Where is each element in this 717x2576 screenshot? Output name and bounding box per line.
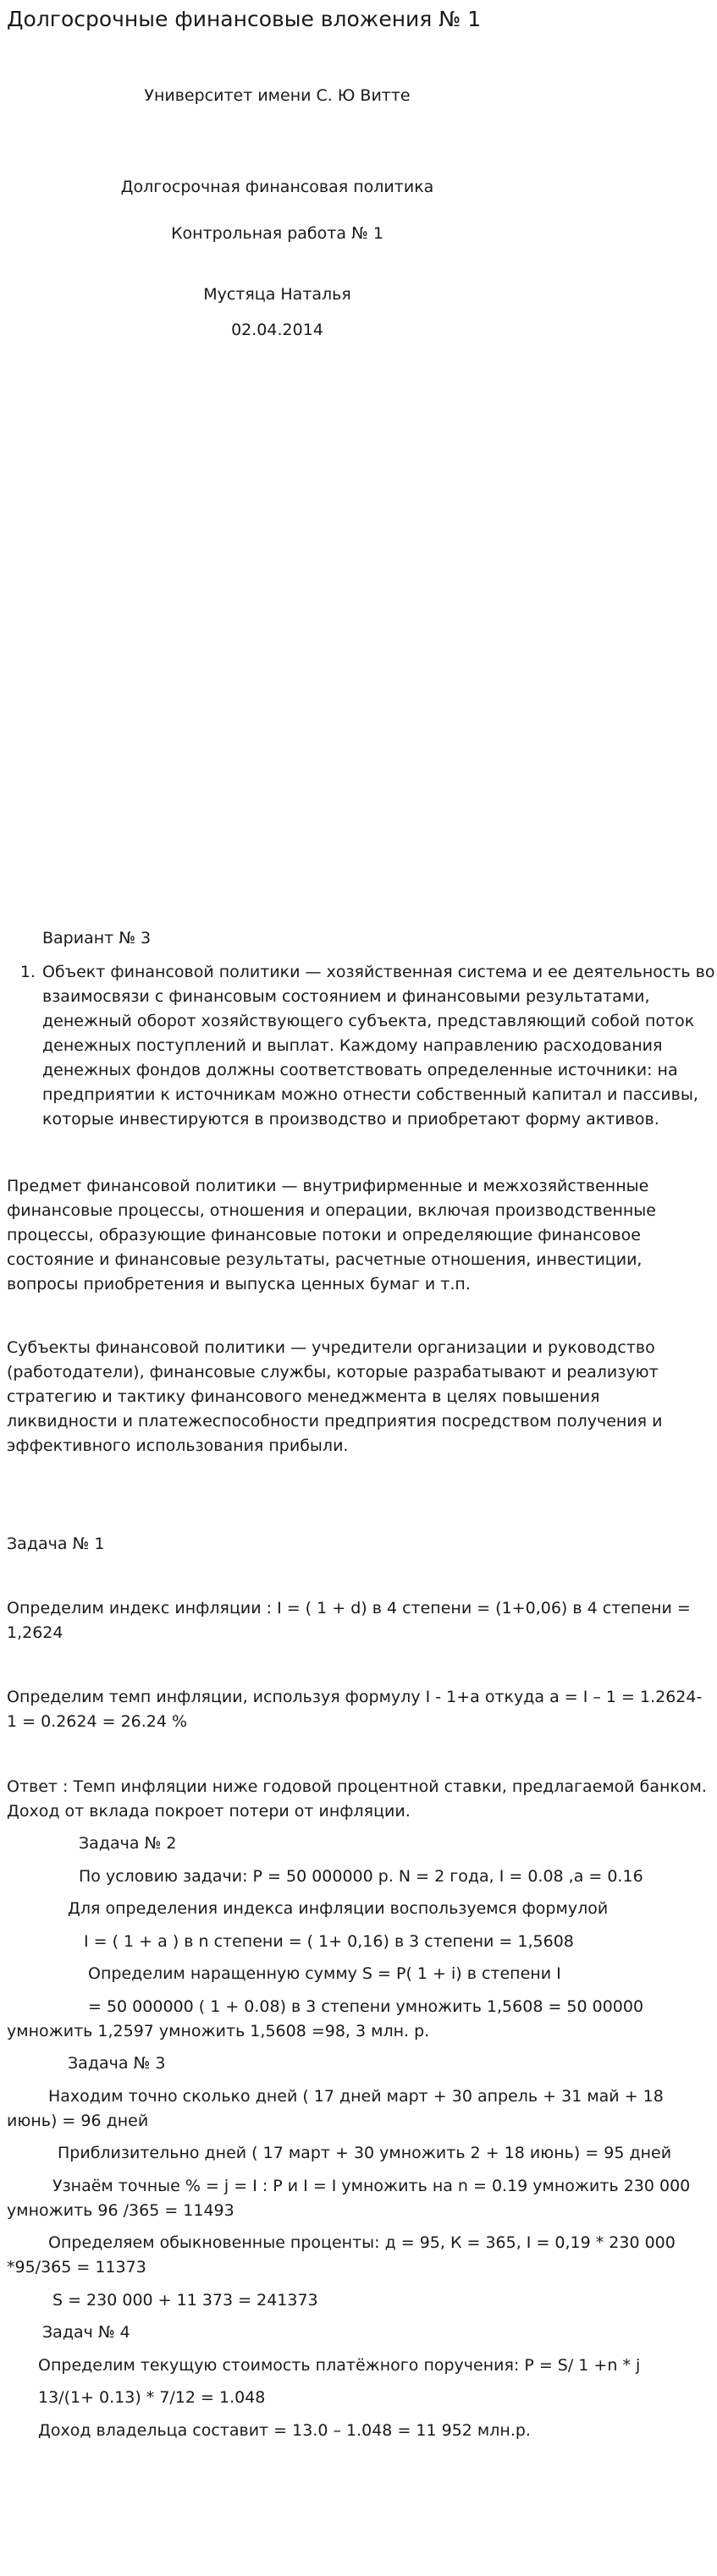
task4-heading: Задач № 4: [42, 2323, 130, 2342]
task2-line: По условию задачи: P = 50 000000 р. N = 2 года, I = 0.08 ,a = 0.16: [79, 1867, 643, 1886]
variant-heading: Вариант № 3: [42, 929, 152, 947]
subjects-paragraph: Субъекты финансовой политики — учредители организации и руководство (работодатели), финансовые службы, которые разрабатывают и реализуют стратегию и тактику финансового менеджмента в целях повышения ликвидности и платежеспособности предприятия посредством получения и эффективного использования прибыли.: [7, 1338, 663, 1455]
task2-line: Для определения индекса инфляции воспользуемся формулой: [68, 1899, 609, 1918]
task1-index-paragraph: Определим индекс инфляции : I = ( 1 + d) в 4 степени = (1+0,06) в 4 степени = 1,2624: [7, 1599, 691, 1642]
definition-list: [7, 960, 717, 1132]
list-item: 1. Объект финансовой политики — хозяйственная система и ее деятельность во взаимосвязи с финансовым состоянием и финансовыми результатами, денежный оборот хозяйствующего субъекта, представляющий собой поток денежных поступлений и выплат. Каждому направлению расходования денежных фондов должны соответствовать определенные источники: на предприятии к источникам можно отнести собственный капитал и пассивы, которые инвестируются в производство и приобретают форму активов.: [41, 960, 717, 1132]
task1-answer-paragraph: Ответ : Темп инфляции ниже годовой процентной ставки, предлагаемой банком. Доход от вклада покроет потери от инфляции.: [7, 1777, 707, 1821]
task1-heading: Задача № 1: [7, 1535, 105, 1553]
task3-line: Определяем обыкновенные проценты: д = 95, К = 365, I = 0,19 * 230 000: [48, 2233, 676, 2252]
task3-heading: Задача № 3: [68, 2054, 166, 2073]
task3-line: июнь) = 96 дней: [7, 2112, 149, 2130]
task2-heading: Задача № 2: [79, 1834, 177, 1853]
task2-line: Определим наращенную сумму S = P( 1 + i) в степени I: [88, 1964, 561, 1983]
task2-line: I = ( 1 + a ) в n степени = ( 1+ 0,16) в 3 степени = 1,5608: [84, 1932, 574, 1951]
task3-line: Узнаём точные % = j = I : P и I = I умножить на n = 0.19 умножить 230 000: [52, 2177, 691, 2195]
task2-line: умножить 1,2597 умножить 1,5608 =98, 3 млн. р.: [7, 2022, 430, 2040]
course-subject: Долгосрочная финансовая политика: [120, 178, 434, 196]
task3-line: Находим точно сколько дней ( 17 дней март + 30 апрель + 31 май + 18: [48, 2087, 664, 2106]
subject-paragraph: Предмет финансовой политики — внутрифирменные и межхозяйственные финансовые процессы, отношения и операции, включая производственные процессы, образующие финансовые потоки и определяющие финансовое состояние и финансовые результаты, расчетные отношения, инвестиции, вопросы приобретения и выпуска ценных бумаг и т.п.: [7, 1177, 656, 1293]
task3-line: умножить 96 /365 = 11493: [7, 2201, 234, 2220]
work-title: Контрольная работа № 1: [171, 224, 383, 243]
task4-line: Определим текущую стоимость платёжного поручения: P = S/ 1 +n * j: [38, 2356, 641, 2375]
task4-line: 13/(1+ 0.13) * 7/12 = 1.048: [38, 2388, 266, 2407]
task1-rate-paragraph: Определим темп инфляции, используя формулу I - 1+a откуда a = I – 1 = 1.2624-1 = 0.2624 = 26.24 %: [7, 1688, 703, 1731]
document-date: 02.04.2014: [231, 321, 323, 339]
document-title: Долгосрочные финансовые вложения № 1: [7, 7, 482, 31]
task3-line: Приблизительно дней ( 17 март + 30 умножить 2 + 18 июнь) = 95 дней: [58, 2144, 672, 2162]
task3-line: *95/365 = 11373: [7, 2258, 146, 2277]
task4-line: Доход владельца составит = 13.0 – 1.048 = 11 952 млн.р.: [38, 2421, 531, 2440]
university-name: Университет имени С. Ю Витте: [144, 86, 411, 105]
task3-line: S = 230 000 + 11 373 = 241373: [52, 2291, 318, 2310]
author-name: Мустяца Наталья: [203, 285, 351, 304]
task2-line: = 50 000000 ( 1 + 0.08) в 3 степени умножить 1,5608 = 50 00000: [88, 1997, 644, 2016]
